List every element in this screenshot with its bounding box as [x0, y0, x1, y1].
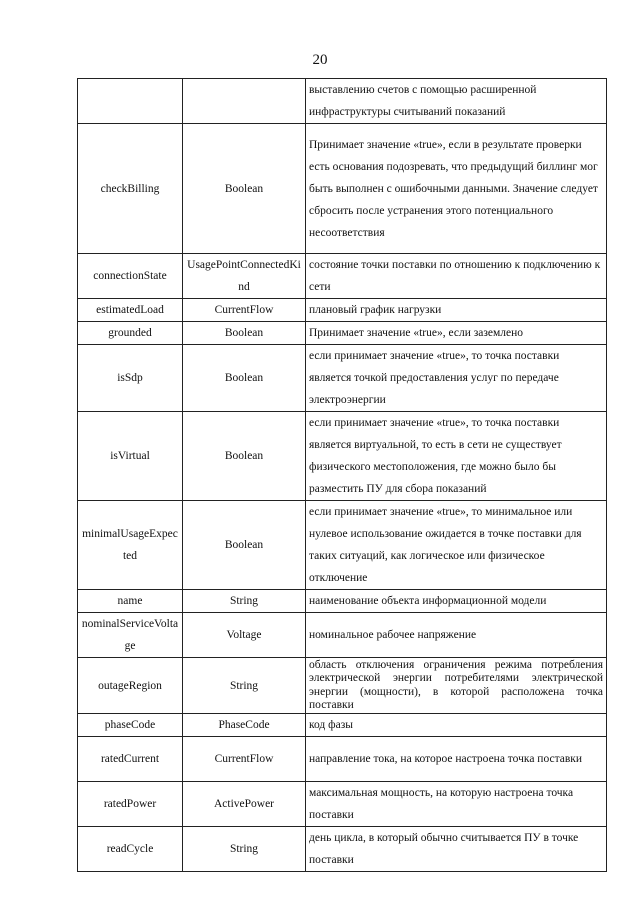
attribute-name-cell: minimalUsageExpected	[78, 501, 183, 590]
attribute-type-cell: String	[183, 827, 306, 872]
attribute-name-cell: isVirtual	[78, 412, 183, 501]
table-row	[78, 124, 607, 254]
attribute-description-cell: направление тока, на которое настроена точка поставки	[306, 737, 607, 782]
table-row	[78, 590, 607, 613]
attribute-description-cell: Принимает значение «true», если в результате проверки есть основания подозревать, что предыдущий биллинг мог быть выполнен с ошибочными данными. Значение следует сбросить после устранения этого потенциального несоответствия	[306, 124, 607, 254]
attribute-name-cell: grounded	[78, 322, 183, 345]
attribute-name-cell: estimatedLoad	[78, 299, 183, 322]
table-row	[78, 782, 607, 827]
attribute-name-cell: isSdp	[78, 345, 183, 412]
page-number: 20	[312, 52, 328, 68]
attribute-type-cell: Voltage	[183, 613, 306, 658]
attributes-table	[77, 78, 607, 872]
attribute-name-cell: readCycle	[78, 827, 183, 872]
table-row	[78, 412, 607, 501]
table-row	[78, 345, 607, 412]
attribute-name-cell: checkBilling	[78, 124, 183, 254]
table-row	[78, 737, 607, 782]
table-row	[78, 658, 607, 714]
attribute-description-cell: плановый график нагрузки	[306, 299, 607, 322]
attribute-type-cell: PhaseCode	[183, 714, 306, 737]
attribute-type-cell: Boolean	[183, 501, 306, 590]
table-row	[78, 322, 607, 345]
table-row	[78, 501, 607, 590]
attribute-type-cell: CurrentFlow	[183, 737, 306, 782]
attribute-name-cell	[78, 79, 183, 124]
table-row	[78, 254, 607, 299]
attribute-description-cell: область отключения ограничения режима потребления электрической энергии потребителями электрической энергии (мощности), в которой расположена точка поставки	[306, 658, 607, 714]
table-row	[78, 714, 607, 737]
attribute-description-cell: если принимает значение «true», то точка поставки является виртуальной, то есть в сети не существует физического местоположения, где можно было бы разместить ПУ для сбора показаний	[306, 412, 607, 501]
attribute-description-cell: выставлению счетов с помощью расширенной инфраструктуры считываний показаний	[306, 79, 607, 124]
attribute-description-cell: наименование объекта информационной модели	[306, 590, 607, 613]
attribute-description-cell: максимальная мощность, на которую настроена точка поставки	[306, 782, 607, 827]
attribute-description-cell: если принимает значение «true», то точка поставки является точкой предоставления услуг по передаче электроэнергии	[306, 345, 607, 412]
attribute-description-cell: день цикла, в который обычно считывается ПУ в точке поставки	[306, 827, 607, 872]
attribute-type-cell: Boolean	[183, 124, 306, 254]
attribute-type-cell: String	[183, 590, 306, 613]
attribute-type-cell	[183, 79, 306, 124]
attribute-type-cell: UsagePointConnectedKind	[183, 254, 306, 299]
attribute-description-cell: номинальное рабочее напряжение	[306, 613, 607, 658]
attribute-name-cell: connectionState	[78, 254, 183, 299]
attribute-name-cell: ratedCurrent	[78, 737, 183, 782]
attribute-name-cell: nominalServiceVoltage	[78, 613, 183, 658]
table-row	[78, 613, 607, 658]
attribute-type-cell: Boolean	[183, 412, 306, 501]
attribute-description-cell: Принимает значение «true», если заземлено	[306, 322, 607, 345]
attribute-description-cell: если принимает значение «true», то минимальное или нулевое использование ожидается в точке поставки для таких ситуаций, как логическое или физическое отключение	[306, 501, 607, 590]
attribute-name-cell: phaseCode	[78, 714, 183, 737]
attribute-description-cell: состояние точки поставки по отношению к подключению к сети	[306, 254, 607, 299]
attribute-name-cell: name	[78, 590, 183, 613]
table-row	[78, 299, 607, 322]
attribute-type-cell: CurrentFlow	[183, 299, 306, 322]
table-row	[78, 827, 607, 872]
attribute-name-cell: outageRegion	[78, 658, 183, 714]
attribute-type-cell: Boolean	[183, 322, 306, 345]
attribute-description-cell: код фазы	[306, 714, 607, 737]
attribute-type-cell: ActivePower	[183, 782, 306, 827]
attribute-name-cell: ratedPower	[78, 782, 183, 827]
attribute-type-cell: Boolean	[183, 345, 306, 412]
attribute-type-cell: String	[183, 658, 306, 714]
table-row	[78, 79, 607, 124]
